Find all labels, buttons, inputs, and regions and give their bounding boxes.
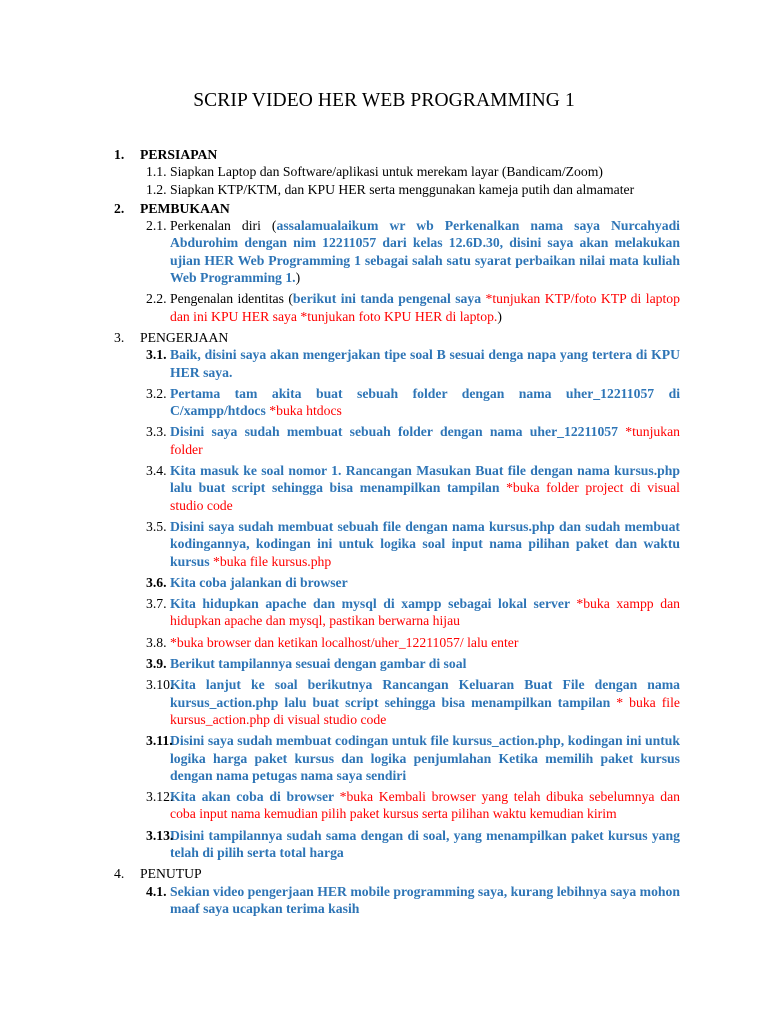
- list-item-text: Siapkan KTP/KTM, dan KPU HER serta menggunakan kameja putih dan almamater: [170, 181, 635, 197]
- list-item: [114, 788, 680, 823]
- list-item-text: berikut ini tanda pengenal saya: [292, 291, 486, 307]
- list-item-number: 3.13.: [146, 827, 174, 843]
- list-item-number: 1.2.: [146, 181, 167, 197]
- list-item-number: 3.2.: [146, 385, 167, 401]
- section-heading: [114, 146, 680, 163]
- list-item-number: 2.1.: [146, 218, 167, 234]
- list-item-text: Disini saya sudah membuat sebuah file dengan nama kursus.php dan sudah membuat kodingannya, kodingan ini untuk logika soal input nama pilihan paket dan waktu kursus: [170, 518, 680, 569]
- list-item-text: Kita hidupkan apache dan mysql di xampp sebagai lokal server: [170, 596, 577, 612]
- list-item-number: 3.6.: [146, 574, 167, 590]
- section-title: PERSIAPAN: [140, 147, 218, 162]
- list-item-number: 4.1.: [146, 883, 167, 899]
- section-number: 4.: [114, 866, 125, 882]
- list-item-number: 3.4.: [146, 463, 167, 479]
- list-item-text: *tunjukan KTP/foto KTP di laptop dan ini KPU HER saya *tunjukan foto KPU HER di laptop.: [170, 291, 680, 324]
- list-item-text: assalamualaikum wr wb Perkenalkan nama saya Nurcahyadi Abdurohim dengan nim 12211057 dari kelas 12.6D.30, disini saya akan melakukan ujian HER Web Programming 1 sebagai salah satu syarat perbaikan nilai mata kuliah Web Programming 1.: [170, 218, 680, 286]
- list-item-number: 2.2.: [146, 291, 167, 307]
- list-item: [114, 732, 680, 784]
- section-number: 1.: [114, 147, 125, 162]
- section-number: 2.: [114, 200, 125, 216]
- list-item: [114, 385, 680, 420]
- list-item-text: *buka folder project di visual studio code: [170, 480, 680, 513]
- list-item: [114, 423, 680, 458]
- list-item-number: 3.5.: [146, 518, 167, 534]
- list-item-text: ): [295, 270, 301, 286]
- list-item-number: 3.9.: [146, 656, 167, 672]
- list-item-text: * buka file kursus_action.php di visual studio code: [170, 694, 680, 727]
- list-item: [114, 181, 680, 198]
- list-item-number: 3.8.: [146, 634, 167, 650]
- list-item-text: *buka Kembali browser yang telah dibuka sebelumnya dan coba input nama kemudian pilih paket kursus serta pilihan waktu kemudian kirim: [170, 789, 680, 822]
- list-item-text: ): [497, 308, 502, 324]
- list-item: [114, 676, 680, 728]
- list-item-text: Disini saya sudah membuat codingan untuk file kursus_action.php, kodingan ini untuk logika harga paket kursus dan logika penjumlahan Ketika memilih paket kursus dengan nama petugas nama saya sendiri: [170, 733, 680, 783]
- list-item-text: Kita coba jalankan di browser: [170, 574, 348, 590]
- list-item-number: 3.3.: [146, 424, 167, 440]
- document-title: SCRIP VIDEO HER WEB PROGRAMMING 1: [193, 90, 575, 111]
- list-item-text: Disini tampilannya sudah sama dengan di soal, yang menampilkan paket kursus yang telah di pilih serta total harga: [170, 827, 680, 860]
- list-item-number: 3.7.: [146, 596, 167, 612]
- list-item-text: Perkenalan diri (: [170, 218, 277, 234]
- list-item-text: *buka file kursus.php: [213, 553, 332, 569]
- list-item-text: Sekian video pengerjaan HER mobile programming saya, kurang lebihnya saya mohon maaf saya ucapkan terima kasih: [170, 883, 680, 916]
- list-item: [114, 883, 680, 918]
- list-item-text: Kita masuk ke soal nomor 1. Rancangan Masukan Buat file dengan nama kursus.php lalu buat script sehingga bisa menampilkan tampilan: [170, 463, 680, 496]
- list-item-number: 1.1.: [146, 164, 167, 180]
- section-title: PEMBUKAAN: [140, 200, 230, 216]
- section-title: PENUTUP: [140, 866, 202, 882]
- list-item: [114, 163, 680, 180]
- list-item-number: 3.11.: [146, 733, 173, 749]
- section-number: 3.: [114, 329, 125, 345]
- list-item: [114, 827, 680, 862]
- list-item-text: Disini saya sudah membuat sebuah folder dengan nama uher_12211057: [170, 424, 626, 440]
- list-item-number: 3.12.: [146, 789, 174, 805]
- list-item-text: Kita lanjut ke soal berikutnya Rancangan Keluaran Buat File dengan nama kursus_action.php lalu buat script sehingga bisa menampilkan tampilan: [170, 677, 680, 710]
- list-item-text: Siapkan Laptop dan Software/aplikasi untuk merekam layar (Bandicam/Zoom): [170, 164, 603, 180]
- list-item-text: *buka browser dan ketikan localhost/uher_12211057/ lalu enter: [170, 634, 519, 650]
- list-item: [114, 574, 680, 591]
- section-heading: [114, 200, 680, 217]
- list-item: [114, 595, 680, 630]
- list-item: [114, 518, 680, 570]
- section-heading: [114, 329, 680, 346]
- list-item-text: Kita akan coba di browser: [170, 789, 340, 805]
- list-item: [114, 462, 680, 514]
- list-item: [114, 346, 680, 381]
- list-item: [114, 655, 680, 672]
- list-item-number: 3.10.: [146, 677, 174, 693]
- section-title: PENGERJAAN: [140, 329, 229, 345]
- list-item-text: Pengenalan identitas (: [170, 291, 293, 307]
- list-item: [114, 217, 680, 286]
- list-item-text: *tunjukan folder: [170, 424, 680, 457]
- list-item-text: *buka xampp dan hidupkan apache dan mysql, pastikan berwarna hijau: [170, 596, 680, 629]
- list-item-text: Pertama tam akita buat sebuah folder dengan nama uher_12211057 di C/xampp/htdocs: [170, 385, 680, 419]
- list-item: [114, 634, 680, 651]
- document-body: [114, 146, 680, 917]
- list-item-text: Berikut tampilannya sesuai dengan gambar di soal: [170, 656, 467, 672]
- list-item: [114, 290, 680, 325]
- list-item-text: Baik, disini saya akan mengerjakan tipe soal B sesuai denga napa yang tertera di KPU HER saya.: [170, 347, 680, 380]
- list-item-text: *buka htdocs: [269, 403, 342, 419]
- list-item-number: 3.1.: [146, 347, 167, 363]
- section-heading: [114, 865, 680, 882]
